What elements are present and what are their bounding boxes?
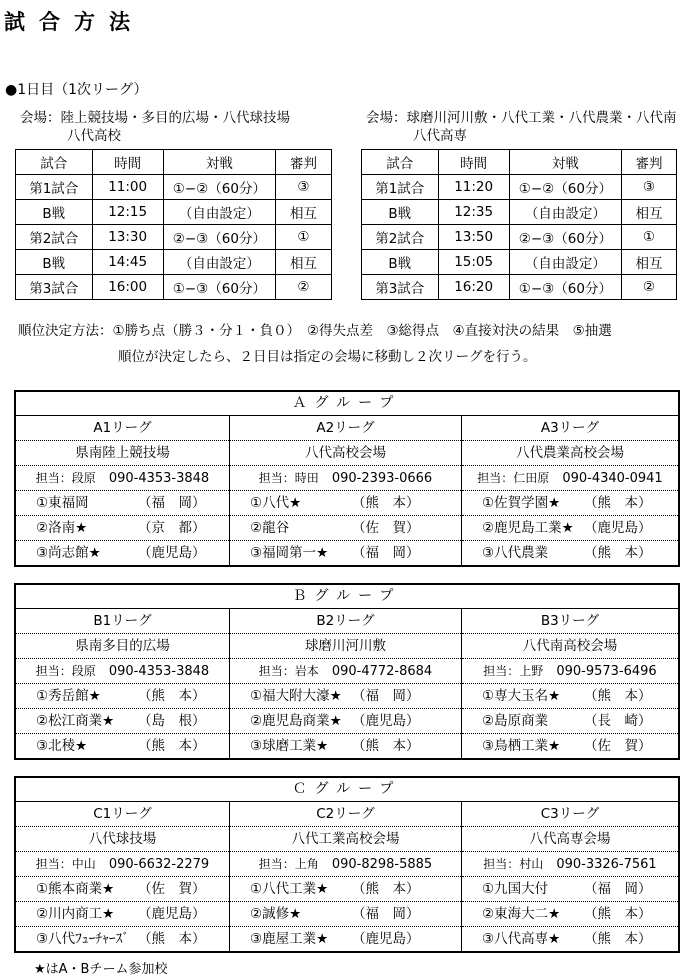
team-row <box>462 734 678 758</box>
team-name: ①秀岳館★ <box>36 688 101 704</box>
contact-label: 担当：段原 <box>35 664 96 678</box>
table-cell: B戦 <box>362 250 439 275</box>
league-venue: 八代高専会場 <box>462 827 678 852</box>
left-venue-line1: 会場：陸上競技場・多目的広場・八代球技場 <box>20 110 290 126</box>
team-name: ①佐賀学園★ <box>482 495 561 511</box>
team-name: ①八代工業★ <box>250 881 329 897</box>
team-row <box>16 877 229 902</box>
table-cell: B戦 <box>16 250 93 275</box>
table-row <box>16 225 332 250</box>
league-column <box>16 416 229 565</box>
league-column <box>461 609 678 758</box>
team-row <box>462 491 678 516</box>
table-cell: 第2試合 <box>16 225 93 250</box>
league-column <box>461 802 678 951</box>
table-cell: 16:20 <box>438 275 509 300</box>
group-columns <box>16 802 678 951</box>
table-header-cell: 審判 <box>275 150 331 175</box>
team-row <box>462 516 678 541</box>
group-header: Ａグループ <box>16 392 678 416</box>
team-prefecture: （福 岡） <box>138 495 206 511</box>
team-prefecture: （熊 本） <box>352 881 420 897</box>
table-row <box>362 225 677 250</box>
league-name: A3リーグ <box>462 416 678 441</box>
table-cell: 相互 <box>275 200 331 225</box>
right-venue <box>366 109 677 145</box>
table-header-cell: 対戦 <box>509 150 621 175</box>
group-box <box>14 776 680 953</box>
contact-phone: 090-4353-3848 <box>108 471 210 486</box>
team-prefecture: （鹿児島） <box>138 545 206 561</box>
table-cell: ①−②（60分） <box>163 175 275 200</box>
team-row <box>16 709 229 734</box>
team-name: ②洛南★ <box>36 520 88 536</box>
table-row <box>16 200 332 225</box>
team-prefecture: （熊 本） <box>584 545 652 561</box>
league-venue: 県南多目的広場 <box>16 634 229 659</box>
contact-label: 担当：仁田原 <box>477 471 550 485</box>
table-row <box>362 175 677 200</box>
table-cell: 12:35 <box>438 200 509 225</box>
league-venue: 八代高校会場 <box>230 441 461 466</box>
table-cell: 12:15 <box>92 200 163 225</box>
team-prefecture: （福 岡） <box>584 881 652 897</box>
league-contact <box>462 466 678 491</box>
contact-label: 担当：上野 <box>483 664 544 678</box>
league-contact <box>16 466 229 491</box>
team-prefecture: （熊 本） <box>584 688 652 704</box>
team-prefecture: （熊 本） <box>584 495 652 511</box>
team-name: ②鹿児島工業★ <box>482 520 574 536</box>
team-prefecture: （熊 本） <box>584 906 652 922</box>
team-row <box>16 516 229 541</box>
league-contact <box>462 659 678 684</box>
table-cell: 13:30 <box>92 225 163 250</box>
team-name: ①九国大付 <box>482 881 549 897</box>
table-cell: （自由設定） <box>509 200 621 225</box>
contact-phone: 090-9573-6496 <box>556 664 657 679</box>
team-prefecture: （鹿児島） <box>584 520 652 536</box>
table-cell: 第1試合 <box>362 175 439 200</box>
league-column <box>16 609 229 758</box>
team-name: ②川内商工★ <box>36 906 115 922</box>
contact-phone: 090-3326-7561 <box>556 857 657 872</box>
team-name: ②東海大二★ <box>482 906 561 922</box>
team-prefecture: （鹿児島） <box>138 906 206 922</box>
group-header: Ｂグループ <box>16 585 678 609</box>
contact-label: 担当：段原 <box>35 471 96 485</box>
right-venue-line1: 会場：球磨川河川敷・八代工業・八代農業・八代南 <box>366 110 677 126</box>
group-columns <box>16 609 678 758</box>
table-cell: 相互 <box>621 250 676 275</box>
table-cell: ② <box>621 275 676 300</box>
team-name: ②龍谷 <box>250 520 290 536</box>
team-name: ③八代高専★ <box>482 931 561 947</box>
group-box <box>14 390 680 567</box>
table-cell: 相互 <box>621 200 676 225</box>
team-row <box>230 927 461 951</box>
league-column <box>229 609 461 758</box>
league-venue: 八代南高校会場 <box>462 634 678 659</box>
section-heading: ●1日目（1次リーグ） <box>5 82 148 98</box>
contact-label: 担当：中山 <box>35 857 96 871</box>
table-header-row <box>362 150 677 175</box>
team-row <box>230 491 461 516</box>
team-row <box>16 927 229 951</box>
table-cell: （自由設定） <box>163 200 275 225</box>
league-contact <box>16 659 229 684</box>
team-row <box>230 541 461 565</box>
team-prefecture: （熊 本） <box>138 688 206 704</box>
team-prefecture: （鹿児島） <box>352 931 420 947</box>
league-venue: 八代農業高校会場 <box>462 441 678 466</box>
team-name: ②島原商業 <box>482 713 549 729</box>
team-row <box>462 902 678 927</box>
team-row <box>462 709 678 734</box>
league-contact <box>230 466 461 491</box>
league-column <box>461 416 678 565</box>
group-box <box>14 583 680 760</box>
team-prefecture: （佐 賀） <box>352 520 420 536</box>
right-schedule-table <box>361 149 677 300</box>
table-row <box>362 250 677 275</box>
team-row <box>16 902 229 927</box>
table-cell: ①−③（60分） <box>509 275 621 300</box>
page-title: 試合方法 <box>4 10 144 34</box>
table-cell: 16:00 <box>92 275 163 300</box>
table-row <box>16 275 332 300</box>
team-name: ③八代農業 <box>482 545 549 561</box>
table-cell: ③ <box>275 175 331 200</box>
team-name: ①東福岡 <box>36 495 89 511</box>
league-name: B3リーグ <box>462 609 678 634</box>
league-column <box>16 802 229 951</box>
team-row <box>16 734 229 758</box>
team-prefecture: （佐 賀） <box>584 738 652 754</box>
team-row <box>462 684 678 709</box>
league-column <box>229 802 461 951</box>
table-cell: B戦 <box>362 200 439 225</box>
team-row <box>462 541 678 565</box>
league-column <box>229 416 461 565</box>
team-row <box>16 684 229 709</box>
team-prefecture: （福 岡） <box>352 545 420 561</box>
left-venue-line2: 八代高校 <box>67 128 121 144</box>
team-name: ③福岡第一★ <box>250 545 329 561</box>
team-name: ①福大附大濠★ <box>250 688 342 704</box>
team-name: ③球磨工業★ <box>250 738 329 754</box>
team-prefecture: （熊 本） <box>352 738 420 754</box>
contact-label: 担当：上角 <box>258 857 319 871</box>
contact-phone: 090-2393-0666 <box>331 471 433 486</box>
ranking-method: 順位決定方法：①勝ち点（勝３・分１・負０） ②得失点差 ③総得点 ④直接対決の結果 ⑤抽選 <box>18 323 612 339</box>
contact-phone: 090-4353-3848 <box>108 664 210 679</box>
table-cell: ② <box>275 275 331 300</box>
team-prefecture: （福 岡） <box>352 688 420 704</box>
team-prefecture: （福 岡） <box>352 906 420 922</box>
team-prefecture: （島 根） <box>138 713 206 729</box>
table-row <box>16 250 332 275</box>
team-row <box>462 927 678 951</box>
league-venue: 県南陸上競技場 <box>16 441 229 466</box>
team-prefecture: （熊 本） <box>584 931 652 947</box>
table-cell: 14:45 <box>92 250 163 275</box>
team-row <box>16 541 229 565</box>
table-header-cell: 時間 <box>92 150 163 175</box>
league-venue: 球磨川河川敷 <box>230 634 461 659</box>
team-row <box>230 684 461 709</box>
table-header-cell: 試合 <box>16 150 93 175</box>
team-name: ①専大玉名★ <box>482 688 561 704</box>
team-name: ③鹿屋工業★ <box>250 931 329 947</box>
league-name: A2リーグ <box>230 416 461 441</box>
team-name: ②松江商業★ <box>36 713 115 729</box>
league-name: A1リーグ <box>16 416 229 441</box>
table-cell: 11:00 <box>92 175 163 200</box>
table-row <box>362 275 677 300</box>
team-row <box>230 877 461 902</box>
table-row <box>16 175 332 200</box>
table-cell: ①−③（60分） <box>163 275 275 300</box>
table-header-cell: 時間 <box>438 150 509 175</box>
league-name: C1リーグ <box>16 802 229 827</box>
table-cell: 第3試合 <box>362 275 439 300</box>
contact-label: 担当：時田 <box>258 471 319 485</box>
table-cell: 15:05 <box>438 250 509 275</box>
left-venue <box>20 109 290 145</box>
team-prefecture: （京 都） <box>138 520 206 536</box>
table-cell: ②−③（60分） <box>163 225 275 250</box>
table-cell: ① <box>621 225 676 250</box>
contact-phone: 090-8298-5885 <box>331 857 433 872</box>
contact-label: 担当：村山 <box>483 857 544 871</box>
team-name: ①熊本商業★ <box>36 881 115 897</box>
right-venue-line2: 八代高専 <box>413 128 467 144</box>
league-contact <box>230 852 461 877</box>
table-cell: 11:20 <box>438 175 509 200</box>
team-row <box>230 902 461 927</box>
league-contact <box>16 852 229 877</box>
team-name: ③尚志館★ <box>36 545 101 561</box>
table-cell: （自由設定） <box>163 250 275 275</box>
contact-phone: 090-6632-2279 <box>108 857 210 872</box>
team-name: ②鹿児島商業★ <box>250 713 342 729</box>
team-prefecture: （鹿児島） <box>352 713 420 729</box>
league-name: C3リーグ <box>462 802 678 827</box>
contact-label: 担当：岩本 <box>258 664 319 678</box>
league-name: C2リーグ <box>230 802 461 827</box>
league-name: B1リーグ <box>16 609 229 634</box>
team-prefecture: （熊 本） <box>352 495 420 511</box>
table-row <box>362 200 677 225</box>
ranking-note: 順位が決定したら、２日目は指定の会場に移動し２次リーグを行う。 <box>118 349 537 365</box>
table-header-row <box>16 150 332 175</box>
team-name: ③八代ﾌｭｰﾁｬｰｽﾞ <box>36 931 130 947</box>
table-cell: 第1試合 <box>16 175 93 200</box>
team-prefecture: （佐 賀） <box>138 881 206 897</box>
league-name: B2リーグ <box>230 609 461 634</box>
group-columns <box>16 416 678 565</box>
left-schedule-table <box>15 149 332 300</box>
team-row <box>230 516 461 541</box>
team-prefecture: （熊 本） <box>138 931 206 947</box>
table-cell: 13:50 <box>438 225 509 250</box>
table-cell: ①−②（60分） <box>509 175 621 200</box>
team-row <box>16 491 229 516</box>
league-venue: 八代工業高校会場 <box>230 827 461 852</box>
table-cell: ③ <box>621 175 676 200</box>
team-name: ③北稜★ <box>36 738 88 754</box>
contact-phone: 090-4340-0941 <box>562 471 663 486</box>
table-cell: ① <box>275 225 331 250</box>
league-venue: 八代球技場 <box>16 827 229 852</box>
team-row <box>230 709 461 734</box>
table-cell: 第2試合 <box>362 225 439 250</box>
table-header-cell: 審判 <box>621 150 676 175</box>
footnote: ★はA・Bチーム参加校 <box>34 962 168 977</box>
table-cell: 相互 <box>275 250 331 275</box>
table-header-cell: 試合 <box>362 150 439 175</box>
league-contact <box>462 852 678 877</box>
table-cell: 第3試合 <box>16 275 93 300</box>
team-prefecture: （熊 本） <box>138 738 206 754</box>
contact-phone: 090-4772-8684 <box>331 664 433 679</box>
table-cell: （自由設定） <box>509 250 621 275</box>
team-row <box>230 734 461 758</box>
team-name: ①八代★ <box>250 495 302 511</box>
table-cell: B戦 <box>16 200 93 225</box>
table-header-cell: 対戦 <box>163 150 275 175</box>
league-contact <box>230 659 461 684</box>
table-cell: ②−③（60分） <box>509 225 621 250</box>
team-name: ③鳥栖工業★ <box>482 738 561 754</box>
group-header: Ｃグループ <box>16 778 678 802</box>
team-name: ②誠修★ <box>250 906 302 922</box>
team-row <box>462 877 678 902</box>
team-prefecture: （長 崎） <box>584 713 652 729</box>
